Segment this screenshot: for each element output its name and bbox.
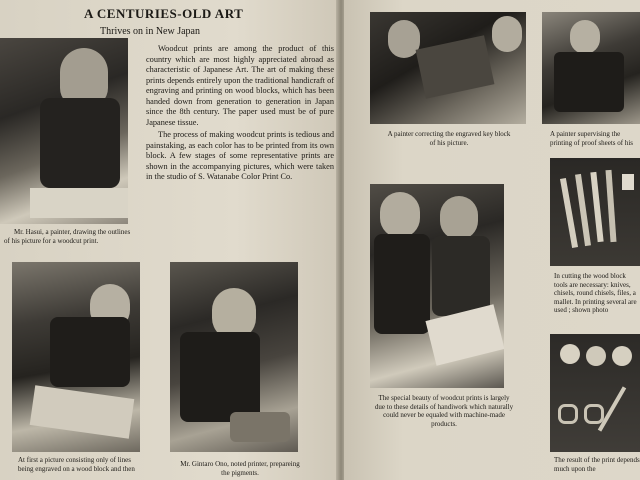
caption-supervising: A painter supervising the printing of proof sheets of his bbox=[550, 130, 634, 147]
paragraph-1: Woodcut prints are among the product of this country which are most highly appreciated abroad as characteristic of Japanese Art. The art of making these prints depends entirely upon the traditional handicraft of engraving and printing on wood blocks, which has been handed down from generation to generation in Japan since the 8th century. The paper used must be of pure Japanese tissue. bbox=[146, 44, 334, 127]
photo-supervising bbox=[542, 12, 640, 124]
photo-tools bbox=[550, 158, 640, 266]
photo-hasui-drawing bbox=[0, 38, 128, 224]
caption-ono: Mr. Gintaro Ono, noted printer, prepareing the pigments. bbox=[180, 460, 300, 477]
caption-hasui: Mr. Hasui, a painter, drawing the outlines of his picture for a woodcut print. bbox=[4, 228, 131, 245]
caption-tools: In cutting the wood block tools are necessary: knives, chisels, round chisels, files, a mallet. In printing several are used ; shown photo bbox=[554, 272, 637, 314]
photo-print-result bbox=[550, 334, 640, 452]
photo-special-beauty bbox=[370, 184, 504, 388]
article-body bbox=[146, 44, 334, 185]
photo-engraving bbox=[12, 262, 140, 452]
paragraph-2: The process of making woodcut prints is tedious and painstaking, as each color has to be printed from its own block. A few stages of some representative prints are shown in the accompanying pictures, which were taken in the studio of S. Watanabe Color Print Co. bbox=[146, 130, 334, 181]
caption-engraving: At first a picture consisting only of lines being engraved on a wood block and then bbox=[18, 456, 135, 473]
photo-correcting-block bbox=[370, 12, 526, 124]
article-subtitle: Thrives on in New Japan bbox=[100, 26, 200, 37]
caption-print-result: The result of the print depends much upon the bbox=[554, 456, 640, 473]
caption-special-beauty: The special beauty of woodcut prints is largely due to these details of handiwork which naturally could never be equaled with machine-made products. bbox=[374, 394, 514, 428]
right-page bbox=[344, 0, 640, 480]
article-title: A CENTURIES-OLD ART bbox=[84, 6, 244, 21]
photo-ono-pigments bbox=[170, 262, 298, 452]
caption-correcting: A painter correcting the engraved key block of his picture. bbox=[387, 130, 511, 147]
